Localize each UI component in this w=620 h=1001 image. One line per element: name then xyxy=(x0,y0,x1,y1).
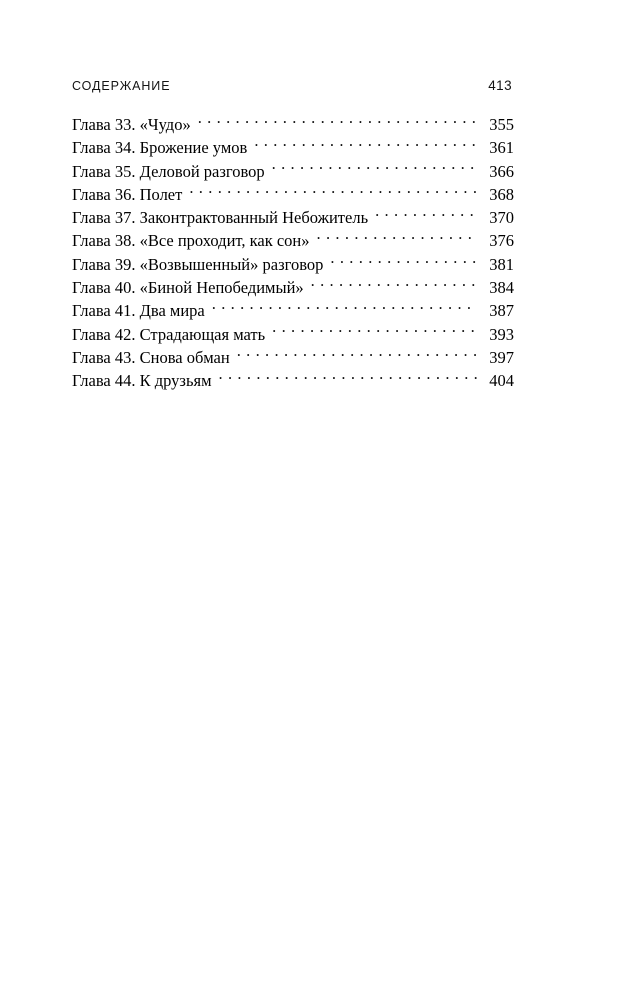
toc-leader-dots xyxy=(212,300,477,317)
toc-leader-dots xyxy=(254,137,477,154)
toc-entry[interactable] xyxy=(72,206,514,229)
toc-entry-page: 397 xyxy=(489,347,514,367)
toc-leader-dots xyxy=(189,183,477,200)
header-page-number: 413 xyxy=(488,78,512,93)
toc-entry-title: Глава 38. «Все проходит, как сон» xyxy=(72,231,310,251)
toc-entry-title: Глава 44. К друзьям xyxy=(72,371,212,391)
toc-entry[interactable] xyxy=(72,183,514,206)
toc-entry-title: Глава 33. «Чудо» xyxy=(72,115,191,134)
toc-entry-title: Глава 41. Два мира xyxy=(72,301,205,321)
toc-leader-dots xyxy=(219,370,477,387)
toc-entry-page: 384 xyxy=(489,278,514,298)
toc-entry[interactable] xyxy=(72,113,514,136)
toc-entry-page: 376 xyxy=(489,231,514,251)
toc-entry-page: 370 xyxy=(489,208,514,228)
toc-entry-title: Глава 40. «Биной Непобедимый» xyxy=(72,278,304,298)
toc-leader-dots xyxy=(272,323,477,340)
toc-entry-title: Глава 36. Полет xyxy=(72,184,183,204)
toc-entry[interactable] xyxy=(72,136,514,159)
toc-leader-dots xyxy=(311,277,477,294)
toc-entry[interactable] xyxy=(72,253,514,276)
toc-entry[interactable] xyxy=(72,276,514,299)
toc-entry-title: Глава 34. Брожение умов xyxy=(72,138,248,158)
toc-leader-dots xyxy=(198,114,477,131)
toc-entry-page: 361 xyxy=(489,138,514,158)
toc-entry-page: 368 xyxy=(489,184,514,204)
toc-entry-page: 381 xyxy=(489,254,514,274)
toc-entry-title: Глава 43. Снова обман xyxy=(72,347,230,367)
toc-entry[interactable] xyxy=(72,369,514,392)
toc-entry-page: 366 xyxy=(489,161,514,181)
toc-entry[interactable] xyxy=(72,229,514,252)
toc-leader-dots xyxy=(330,253,477,270)
toc-entry-title: Глава 35. Деловой разговор xyxy=(72,161,265,181)
toc-entry-title: Глава 39. «Возвышенный» разговор xyxy=(72,254,324,274)
toc-entry[interactable] xyxy=(72,160,514,183)
toc-entry-title: Глава 37. Законтрактованный Небожитель xyxy=(72,208,369,228)
toc-entry[interactable] xyxy=(72,323,514,346)
toc-entry-page: 393 xyxy=(489,324,514,344)
toc-leader-dots xyxy=(272,160,477,177)
toc-entry-page: 355 xyxy=(489,115,514,134)
toc-entry-page: 387 xyxy=(489,301,514,321)
toc-leader-dots xyxy=(237,346,477,363)
toc-entry[interactable] xyxy=(72,346,514,369)
running-header xyxy=(72,78,512,93)
toc-entry-title: Глава 42. Страдающая мать xyxy=(72,324,266,344)
toc-entry-page: 404 xyxy=(489,371,514,391)
toc-entry[interactable] xyxy=(72,299,514,322)
toc-leader-dots xyxy=(375,207,477,224)
table-of-contents xyxy=(72,113,514,393)
toc-leader-dots xyxy=(317,230,477,247)
header-title: СОДЕРЖАНИЕ xyxy=(72,79,171,93)
